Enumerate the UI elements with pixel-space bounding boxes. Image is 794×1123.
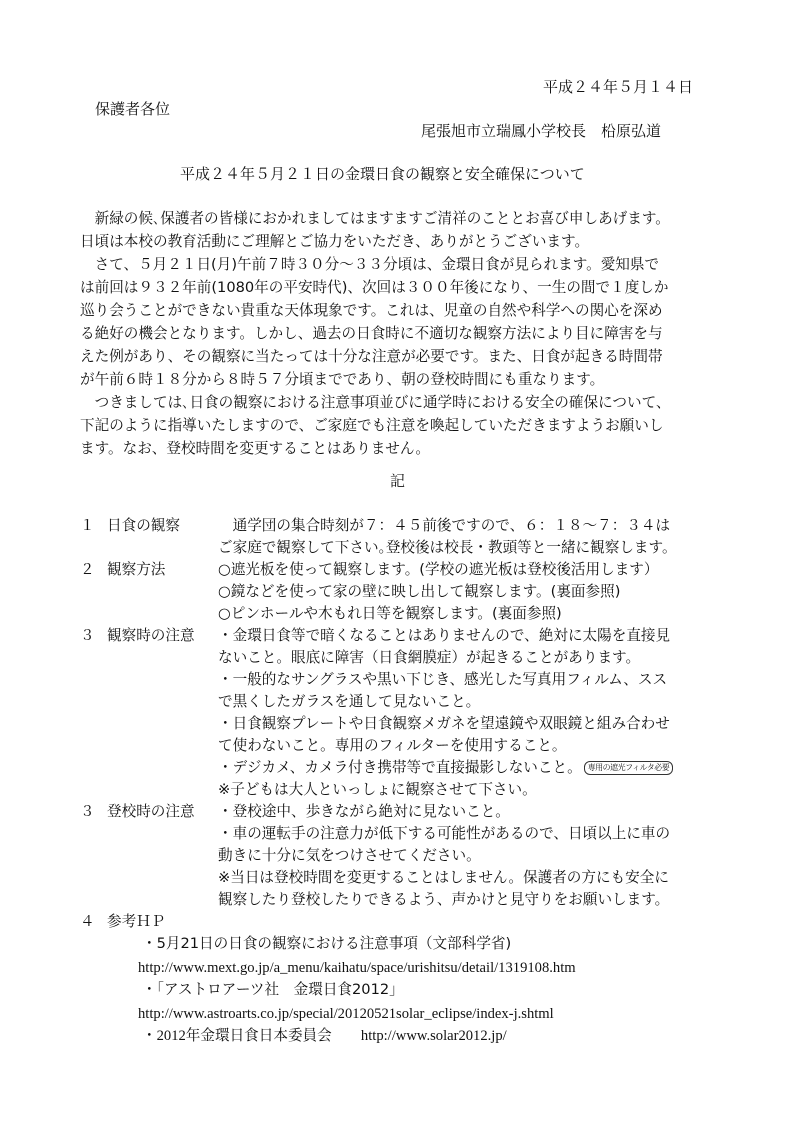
- document-title: 平成２４年５月２１日の金環日食の観察と安全確保について: [180, 165, 585, 183]
- intro-line: 下記のように指導いたしますので、ご家庭でも注意を喚起していただきますようお願いし: [80, 417, 664, 434]
- item-line: ○ピンホールや木もれ日等を観察します。(裏面参照): [218, 605, 562, 622]
- item-line: ないこと。眼底に障害（日食網膜症）が起きることがあります。: [218, 649, 641, 666]
- item-line: ・車の運転手の注意力が低下する可能性があるので、日頃以上に車の: [218, 825, 671, 842]
- item-number: ２: [80, 561, 95, 578]
- intro-line: る絶好の機会となります。しかし、過去の日食時に不適切な観察方法により目に障害を与: [80, 325, 663, 342]
- filter-stamp: 専用の遮光フィルタ必要: [584, 761, 674, 775]
- reference-title: ・5月21日の日食の観察における注意事項（文部科学省): [142, 935, 512, 952]
- reference-link[interactable]: ・2012年金環日食日本委員会 http://www.solar2012.jp/: [142, 1028, 507, 1044]
- intro-line: が午前６時１８分から８時５７分頃までであり、朝の登校時間にも重なります。: [80, 371, 605, 388]
- item-label: 観察方法: [107, 561, 166, 578]
- intro-body: [80, 207, 720, 460]
- item-line: ・登校途中、歩きながら絶対に見ないこと。: [218, 803, 510, 820]
- item-label: 登校時の注意: [107, 803, 195, 820]
- item-line: ※当日は登校時間を変更することはしません。保護者の方にも安全に: [218, 869, 669, 886]
- item-line: 動きに十分に気をつけさせてください。: [218, 847, 481, 864]
- reference-title: ・｢アストロアーツ社 金環日食2012」: [142, 981, 404, 998]
- item-line: て使わないこと。専用のフィルターを使用すること。: [218, 737, 567, 754]
- sender: 尾張旭市立瑞鳳小学校長 柗原弘道: [421, 122, 662, 140]
- item-line: ・日食観察プレートや日食観察メガネを望遠鏡や双眼鏡と組み合わせ: [218, 715, 670, 732]
- item-line: [218, 757, 673, 779]
- reference-link[interactable]: http://www.mext.go.jp/a_menu/kaihatu/space/urishitsu/detail/1319108.htm: [138, 960, 576, 976]
- item-line: 通学団の集合時刻が７：４５前後ですので、６：１８～７：３４は: [218, 517, 671, 534]
- item-line: ・一般的なサングラスや黒い下じき、感光した写真用フィルム、スス: [218, 671, 668, 688]
- item-number: ３: [80, 803, 95, 820]
- item-number: ３: [80, 627, 95, 644]
- item-line: ご家庭で観察して下さい｡登校後は校長・教頭等と一緒に観察します。: [218, 539, 677, 556]
- intro-line: さて、５月２１日(月)午前７時３０分～３３分頃は、金環日食が見られます。愛知県で: [80, 256, 660, 273]
- item-line: で黒くしたガラスを通して見ないこと。: [218, 693, 481, 710]
- ki-heading: 記: [390, 472, 406, 490]
- item-line: ○鏡などを使って家の壁に映し出して観察します。(裏面参照): [218, 583, 621, 600]
- item-line: ・金環日食等で暗くなることはありませんので、絶対に太陽を直接見: [218, 627, 671, 644]
- intro-line: 日頃は本校の教育活動にご理解とご協力をいただき、ありがとうございます。: [80, 233, 590, 250]
- item-line: ※子どもは大人といっしょに観察させて下さい。: [218, 781, 537, 798]
- item-number: ４: [80, 913, 95, 930]
- item-label: 日食の観察: [107, 517, 180, 534]
- recipient: 保護者各位: [95, 100, 171, 118]
- item-number: １: [80, 517, 95, 534]
- intro-line: つきましては､日食の観察における注意事項並びに通学時における安全の確保について、: [80, 394, 671, 411]
- item-label: 観察時の注意: [107, 627, 195, 644]
- item-line: 観察したり登校したりできるよう、声かけと見守りをお願いします。: [218, 891, 670, 908]
- intro-line: ます。なお、登校時間を変更することはありません。: [80, 440, 430, 457]
- document-date: 平成２４年５月１４日: [543, 78, 694, 96]
- item-line-text: ・デジカメ、カメラ付き携帯等で直接撮影しないこと。: [218, 759, 582, 776]
- intro-line: 巡り会うことができない貴重な天体現象です。これは、児童の自然や科学への関心を深め: [80, 302, 663, 319]
- intro-line: は前回は９３２年前(1080年の平安時代)、次回は３００年後になり、一生の間で１度しか: [80, 279, 669, 296]
- references-label: 参考ＨＰ: [107, 913, 166, 930]
- intro-line: えた例があり、その観察に当たっては十分な注意が必要です。また、日食が起きる時間帯: [80, 348, 663, 365]
- reference-link[interactable]: http://www.astroarts.co.jp/special/20120521solar_eclipse/index-j.shtml: [138, 1006, 554, 1022]
- item-line: ○遮光板を使って観察します。(学校の遮光板は登校後活用します）: [218, 561, 659, 578]
- intro-line: 新緑の候､保護者の皆様におかれましてはますますご清祥のこととお喜び申しあげます。: [80, 210, 670, 227]
